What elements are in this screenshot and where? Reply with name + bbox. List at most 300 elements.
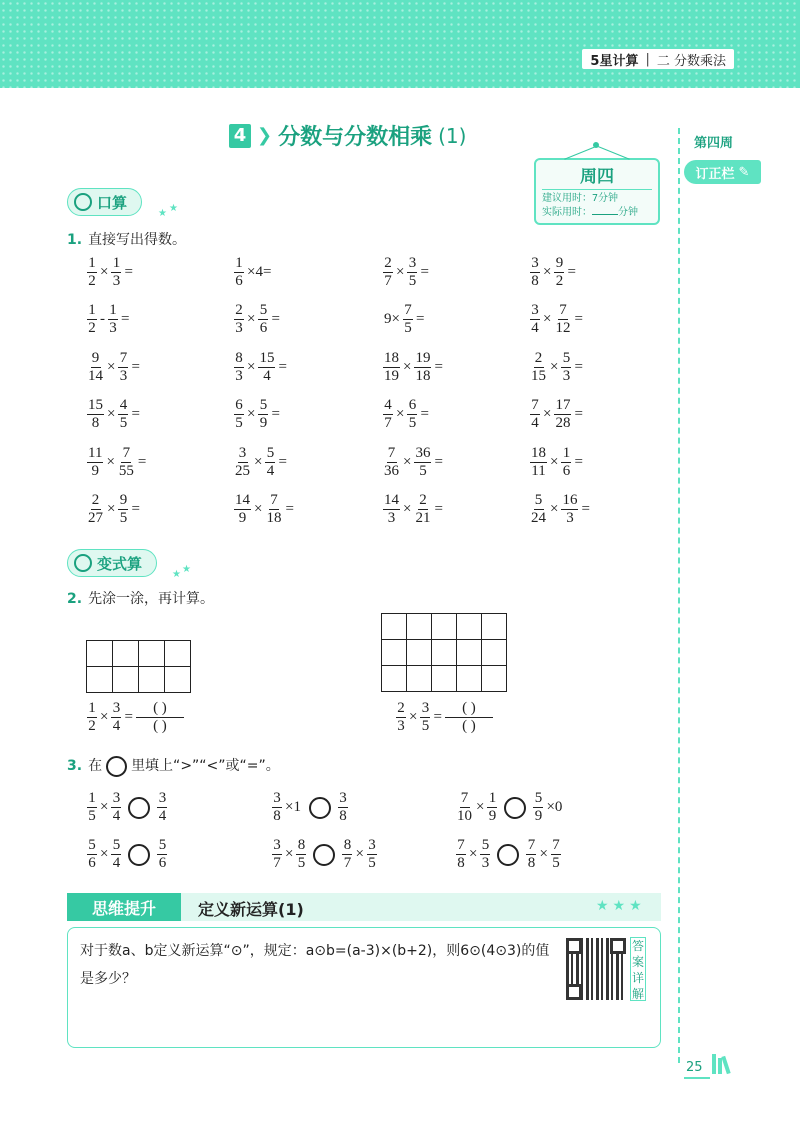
q1-item[interactable] (382, 492, 445, 527)
numerator: 18 (531, 445, 546, 461)
operator: - (100, 311, 105, 327)
operator: × (409, 709, 418, 725)
fraction (108, 302, 118, 337)
denominator: 6 (88, 855, 96, 871)
q1-item[interactable] (86, 255, 135, 290)
fraction (383, 255, 393, 290)
denominator: 5 (88, 808, 96, 824)
operator: = (581, 501, 590, 517)
q3-item (455, 790, 564, 825)
numerator: 15 (88, 397, 103, 413)
denominator: 8 (457, 855, 465, 871)
numerator: 8 (343, 837, 352, 853)
q1-item[interactable] (382, 302, 426, 337)
numerator: 7 (122, 445, 131, 461)
fraction (87, 492, 104, 527)
star-icon: ★ (182, 564, 191, 575)
fraction (234, 255, 244, 290)
denominator: 5 (119, 510, 128, 526)
denominator: 7 (384, 415, 392, 431)
q1-item[interactable] (86, 492, 142, 527)
fraction (554, 302, 571, 337)
numerator: 2 (419, 492, 427, 508)
hanger-line (564, 146, 596, 160)
operator: = (567, 264, 576, 280)
numerator: 2 (534, 350, 543, 366)
operator: × (107, 359, 116, 375)
denominator: 3 (566, 510, 574, 526)
target-icon (74, 554, 92, 572)
actual-time-unit: 分钟 (618, 207, 638, 218)
operator: × (469, 846, 478, 862)
qr-finder (566, 938, 582, 954)
fraction (551, 837, 561, 872)
numerator: 5 (259, 302, 268, 318)
hanger-dot (593, 142, 599, 148)
section-oral (67, 188, 142, 216)
fraction (530, 302, 540, 337)
denominator: 5 (419, 463, 427, 479)
numerator: 3 (158, 790, 167, 806)
denominator: 5 (368, 855, 376, 871)
operator: × (254, 501, 263, 517)
numerator: 11 (88, 445, 103, 461)
lesson-number: 4 (229, 124, 251, 148)
numerator: 7 (119, 350, 128, 366)
lesson-name: 分数与分数相乘 (278, 125, 433, 150)
fraction (407, 397, 417, 432)
fraction (234, 445, 251, 480)
numerator: 8 (235, 350, 243, 366)
numerator: 5 (266, 445, 275, 461)
fraction (265, 492, 282, 527)
compare-circle[interactable] (313, 844, 335, 866)
denominator: 10 (457, 808, 472, 824)
fraction (118, 350, 128, 385)
denominator: 4 (112, 808, 121, 824)
operator: = (121, 311, 130, 327)
q1-item[interactable] (529, 255, 578, 290)
operator: × (403, 454, 412, 470)
operator: × (100, 709, 109, 725)
q1-item[interactable] (233, 255, 273, 290)
denominator: 9 (534, 808, 543, 824)
q2-number: 2. (67, 591, 83, 607)
qr-caption: 答案详解 (631, 939, 644, 1001)
rating-stars: ★★★ (596, 898, 646, 914)
operator: ×4= (247, 264, 272, 280)
numerator: 18 (384, 350, 399, 366)
denominator: 9 (259, 415, 268, 431)
denominator: 4 (158, 808, 167, 824)
q2-text: 先涂一涂，再计算。 (88, 591, 215, 607)
numerator: 9 (91, 350, 100, 366)
numerator: 7 (559, 302, 567, 318)
fraction (561, 350, 571, 385)
numerator: 7 (460, 790, 469, 806)
q1-prompt (67, 229, 186, 249)
fraction (420, 700, 430, 735)
q1-item[interactable] (382, 445, 445, 480)
operator: = (131, 406, 140, 422)
fraction (234, 397, 244, 432)
fraction (383, 445, 400, 480)
star-icon: ★ (172, 569, 181, 580)
operator: × (543, 406, 552, 422)
numerator: 3 (273, 837, 281, 853)
header-separator: | (645, 51, 650, 67)
operator: × (403, 501, 412, 517)
numerator: 1 (88, 255, 96, 271)
section-variant (67, 549, 157, 577)
numerator: 2 (235, 302, 243, 318)
actual-time-label: 实际用时： (542, 207, 592, 218)
denominator: 5 (421, 718, 430, 734)
star-icon: ★ (158, 208, 167, 219)
fraction (561, 445, 571, 480)
denominator: 2 (555, 273, 564, 289)
denominator: 2 (88, 273, 96, 289)
operator: = (574, 359, 583, 375)
books-icon (712, 1054, 728, 1074)
fraction (118, 445, 135, 480)
fraction (526, 837, 536, 872)
fraction (480, 837, 490, 872)
denominator: 9 (488, 808, 497, 824)
numerator: 5 (259, 397, 268, 413)
denominator: 3 (397, 718, 405, 734)
q1-item[interactable] (382, 255, 431, 290)
fraction (487, 790, 497, 825)
q1-item[interactable] (233, 350, 289, 385)
operator: = (131, 501, 140, 517)
numerator: 1 (235, 255, 243, 271)
fraction (258, 302, 268, 337)
fraction (383, 397, 393, 432)
operator: = (137, 454, 147, 470)
fraction (234, 350, 244, 385)
fraction (265, 445, 275, 480)
denominator: 8 (527, 855, 536, 871)
compare-circle[interactable] (309, 797, 331, 819)
fraction (383, 492, 400, 527)
numerator: 7 (270, 492, 278, 508)
q1-item[interactable] (233, 492, 296, 527)
compare-circle[interactable] (497, 844, 519, 866)
qr-code-icon[interactable] (566, 938, 626, 1000)
section-oral-label: 口算 (97, 193, 128, 212)
numerator: 3 (273, 790, 281, 806)
header-band (0, 0, 800, 88)
denominator: 6 (158, 855, 167, 871)
denominator: 4 (531, 415, 539, 431)
actual-time (536, 206, 658, 220)
operator: = (574, 406, 583, 422)
fraction (414, 350, 431, 385)
denominator: 6 (562, 463, 571, 479)
compare-circle[interactable] (128, 797, 150, 819)
denominator: 8 (91, 415, 100, 431)
operator: = (124, 709, 133, 725)
q3-item (86, 837, 168, 872)
grid-b[interactable] (381, 613, 507, 692)
denominator: 3 (562, 368, 571, 384)
compare-circle[interactable] (504, 797, 526, 819)
denominator: 4 (112, 855, 121, 871)
numerator: 3 (238, 445, 247, 461)
q1-item[interactable] (86, 302, 131, 337)
numerator: 15 (259, 350, 275, 366)
operator: × (550, 454, 559, 470)
numerator: 3 (408, 255, 417, 271)
numerator: 1 (488, 790, 497, 806)
numerator: 7 (387, 445, 396, 461)
fraction (118, 397, 128, 432)
qr-finder (610, 938, 626, 954)
fraction (456, 837, 466, 872)
q1-item[interactable] (86, 397, 142, 432)
stopwatch-icon (74, 193, 92, 211)
denominator: 12 (555, 320, 571, 336)
numerator: 5 (534, 790, 543, 806)
operator: = (278, 454, 287, 470)
operator: = (278, 359, 287, 375)
denominator: 19 (384, 368, 399, 384)
fraction (296, 837, 306, 872)
hanger-line (598, 146, 630, 160)
operator: × (247, 311, 256, 327)
operator: × (396, 406, 405, 422)
denominator: 11 (531, 463, 546, 479)
fraction (111, 255, 121, 290)
fraction (456, 790, 473, 825)
numerator: 7 (552, 837, 560, 853)
denominator: 7 (384, 273, 392, 289)
numerator: 4 (119, 397, 128, 413)
operator: × (100, 264, 109, 280)
day-name: 周四 (580, 167, 614, 187)
operator: = (420, 406, 429, 422)
fraction (403, 302, 413, 337)
q1-item[interactable] (382, 350, 445, 385)
star-icon: ★ (169, 203, 178, 214)
operator: ×1 (285, 799, 301, 815)
operator: = (433, 709, 442, 725)
numerator: 9 (555, 255, 564, 271)
numerator: 4 (384, 397, 392, 413)
suggested-time: 建议用时：7分钟 (542, 193, 619, 204)
fraction (554, 255, 564, 290)
fraction (383, 350, 400, 385)
numerator: 19 (415, 350, 431, 366)
denominator: 14 (88, 368, 103, 384)
fraction (87, 445, 103, 480)
fraction (234, 302, 244, 337)
denominator: 5 (235, 415, 243, 431)
denominator: 3 (481, 855, 490, 871)
denominator: 21 (415, 510, 431, 526)
q1-item[interactable] (233, 397, 282, 432)
denominator: 3 (235, 320, 243, 336)
denominator: 18 (415, 368, 431, 384)
numerator: 7 (527, 837, 536, 853)
fraction (396, 700, 406, 735)
denominator: 4 (263, 368, 271, 384)
q1-item[interactable] (529, 397, 585, 432)
chapter-name: 二 分数乘法 (656, 53, 726, 69)
numerator: 3 (531, 255, 539, 271)
numerator: 3 (112, 790, 121, 806)
operator: × (403, 359, 412, 375)
fraction (445, 700, 493, 735)
numerator: 3 (112, 700, 121, 716)
denominator: ( ) (462, 718, 476, 734)
denominator: 3 (387, 510, 396, 526)
numerator: ( ) (445, 700, 493, 718)
week-label: 第四周 (694, 136, 734, 151)
operator: × (100, 846, 109, 862)
operator: × (539, 846, 548, 862)
denominator: 7 (273, 855, 281, 871)
fraction (87, 255, 97, 290)
denominator: 15 (531, 368, 546, 384)
q1-item[interactable] (529, 302, 585, 337)
numerator: 1 (88, 700, 96, 716)
operator: × (543, 311, 552, 327)
fraction (533, 790, 543, 825)
operator: = (271, 406, 280, 422)
fraction (272, 790, 282, 825)
operator: × (550, 359, 559, 375)
numerator: 2 (384, 255, 392, 271)
fraction (258, 397, 268, 432)
q3-item (86, 790, 168, 825)
operator: × (355, 846, 364, 862)
q1-item[interactable] (233, 302, 282, 337)
fraction (234, 492, 251, 527)
q1-text: 直接写出得数。 (88, 232, 187, 248)
denominator: 7 (343, 855, 352, 871)
q1-item[interactable] (86, 445, 148, 480)
fraction (530, 492, 547, 527)
fraction (554, 397, 571, 432)
numerator: 5 (158, 837, 167, 853)
denominator: 8 (339, 808, 347, 824)
denominator: 9 (91, 463, 99, 479)
q3-prompt (67, 755, 280, 777)
operator: = (131, 359, 140, 375)
numerator: 7 (531, 397, 539, 413)
lesson-title (229, 120, 466, 151)
q2-prompt (67, 588, 214, 608)
fraction (111, 700, 121, 735)
numerator: 1 (109, 302, 117, 318)
denominator: 5 (408, 415, 417, 431)
operator: ×0 (546, 799, 563, 815)
q3-item (271, 837, 378, 872)
fraction (561, 492, 578, 527)
fraction (530, 350, 547, 385)
operator: = (285, 501, 294, 517)
denominator: 5 (404, 320, 412, 336)
fraction (530, 445, 547, 480)
denominator: 27 (88, 510, 103, 526)
pencil-icon: ✎ (738, 164, 750, 180)
q1-item[interactable] (529, 492, 592, 527)
fraction (87, 700, 97, 735)
operator: = (271, 311, 280, 327)
q1-item[interactable] (233, 445, 289, 480)
compare-circle[interactable] (128, 844, 150, 866)
grid-a[interactable] (86, 640, 191, 693)
numerator: 5 (534, 492, 543, 508)
fraction (530, 255, 540, 290)
numerator: 6 (408, 397, 417, 413)
denominator: 9 (238, 510, 247, 526)
denominator: 6 (259, 320, 268, 336)
q1-item[interactable] (86, 350, 142, 385)
numerator: 5 (562, 350, 571, 366)
fraction (407, 255, 417, 290)
denominator: 5 (119, 415, 128, 431)
numerator: 1 (88, 790, 96, 806)
denominator: 3 (119, 368, 128, 384)
fraction (111, 790, 121, 825)
fraction (87, 837, 97, 872)
denominator: 8 (273, 808, 281, 824)
denominator: 2 (88, 718, 96, 734)
thinking-label: 思维提升 (67, 893, 181, 921)
fraction (87, 302, 97, 337)
denominator: 3 (109, 320, 117, 336)
numerator: 3 (339, 790, 347, 806)
q1-item[interactable] (382, 397, 431, 432)
operator: × (107, 406, 116, 422)
numerator: 3 (368, 837, 376, 853)
q3-item (455, 837, 562, 872)
denominator: 24 (531, 510, 546, 526)
divider (542, 189, 652, 190)
numerator: 8 (297, 837, 306, 853)
numerator: 1 (88, 302, 96, 318)
fraction (367, 837, 377, 872)
fraction (136, 700, 184, 735)
q3-text-before: 在 (88, 758, 103, 774)
thinking-question: 对于数a、b定义新运算“⊙”，规定：a⊙b=(a-3)×(b+2)，则6⊙(4⊙3)的值是多少？ (80, 943, 550, 987)
denominator: 4 (531, 320, 539, 336)
page-underline (684, 1077, 710, 1079)
q1-item[interactable] (529, 350, 585, 385)
circle-icon (106, 756, 127, 777)
actual-time-blank[interactable] (592, 214, 618, 215)
schedule-box (534, 158, 660, 225)
denominator: 25 (235, 463, 250, 479)
operator: = (574, 311, 583, 327)
q3-number: 3. (67, 758, 83, 774)
q1-item[interactable] (529, 445, 585, 480)
numerator: 1 (562, 445, 571, 461)
fraction (258, 350, 275, 385)
page-number: 25 (686, 1060, 703, 1075)
series-name: 5星计算 (590, 53, 639, 69)
operator: × (100, 799, 109, 815)
operator: × (285, 846, 294, 862)
operator: × (247, 406, 256, 422)
denominator: 4 (112, 718, 121, 734)
numerator: 16 (562, 492, 578, 508)
operator: = (415, 311, 425, 327)
denominator: 6 (235, 273, 243, 289)
